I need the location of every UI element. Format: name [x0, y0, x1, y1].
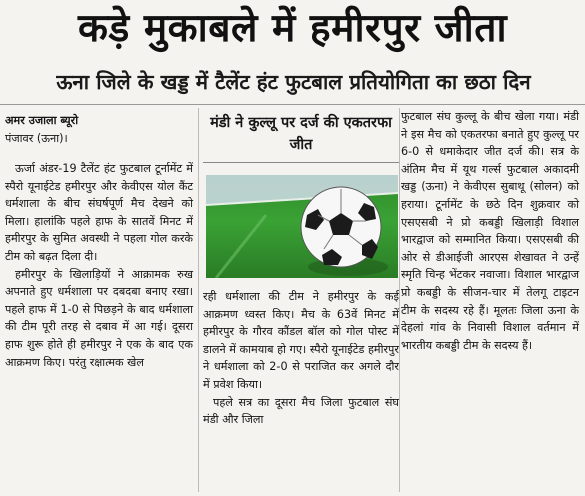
column-divider: [198, 108, 199, 492]
subheadline: ऊना जिले के खड्ड में टैलेंट हंट फुटबाल प्रतियोगिता का छठा दिन: [56, 70, 531, 94]
football-icon: [206, 175, 398, 278]
sub-story-title: मंडी ने कुल्लू पर दर्ज की एकतरफा जीत: [203, 112, 399, 163]
paragraph: हमीरपुर के खिलाड़ियों ने आक्रामक रुख अपनाते हुए धर्मशाला पर दबदबा बनाए रखा। पहले हाफ में 1-0 से पिछड़ने के बाद धर्मशाला की टीम पूरी तरह से दबाव में आ गई। दूसरा हाफ शुरू होते ही हमीरपुर ने एक के बाद एक आक्रमण किए। परंतु रक्षात्मक खेल: [5, 267, 193, 369]
column-divider: [399, 108, 400, 492]
byline-place: पंजावर (ऊना)।: [5, 132, 68, 145]
football-photo: [206, 175, 398, 278]
byline: [5, 112, 193, 148]
paragraph: फुटबाल संघ कुल्लू के बीच खेला गया। मंडी ने इस मैच को एकतरफा बनाते हुए कुल्लू पर 6-0 से धमाकेदार जीत दर्ज की। सत्र के अंतिम मैच में यूथ गर्ल्स फुटबाल अकादमी खड्ड (ऊना) ने केवीएस सुबाथू (सोलन) को हराया। टूर्नामेंट के छठे दिन शुक्रवार को एसएसबी ने प्रो कबड्डी खिलाड़ी विशाल भारद्वाज को सम्मानित किया। एसएसबी की ओर से डीआईजी आरएस शेखावत ने उन्हें स्मृति चिन्ह भेंटकर नवाजा। विशाल भारद्वाज प्रो कबड्डी के सीजन-चार में तेलगू टाइटन टीम के सदस्य रहे हैं। मूलतः जिला ऊना के देहलां गांव के निवासी विशाल वर्तमान में भारतीय कबड्डी टीम के सदस्य हैं।: [401, 110, 579, 352]
paragraph: रही धर्मशाला की टीम ने हमीरपुर के कई आक्रमण ध्वस्त किए। मैच के 63वें मिनट में हमीरपुर के गौरव कौंडल बॉल को गोल पोस्ट में डालने में कामयाब हो गए। स्पैरो यूनाईटेड हमीरपुर ने धर्मशाला को 2-0 से पराजित कर अगले दौर में प्रवेश किया।: [203, 290, 399, 391]
top-divider: [0, 104, 585, 105]
article-column-1: [5, 160, 193, 371]
byline-agency: अमर उजाला ब्यूरो: [5, 114, 79, 127]
paragraph: ऊर्जा अंडर-19 टैलेंट हंट फुटबाल टूर्नामेंट में स्पैरो यूनाईटेड हमीरपुर और केवीएस योल कैंट धर्मशाला के बीच संघर्षपूर्ण मैच देखने को मिला। हालांकि पहले हाफ के सातवें मिनट में हमीरपुर के सुमित अवस्थी ने पहला गोल करके टीम को बढ़त दिला दी।: [5, 162, 193, 263]
article-column-3: [401, 108, 579, 354]
article-column-2: [203, 288, 399, 429]
paragraph: पहले सत्र का दूसरा मैच जिला फुटबाल संघ मंडी और जिला: [203, 395, 399, 427]
headline: कड़े मुकाबले में हमीरपुर जीता: [77, 6, 508, 51]
